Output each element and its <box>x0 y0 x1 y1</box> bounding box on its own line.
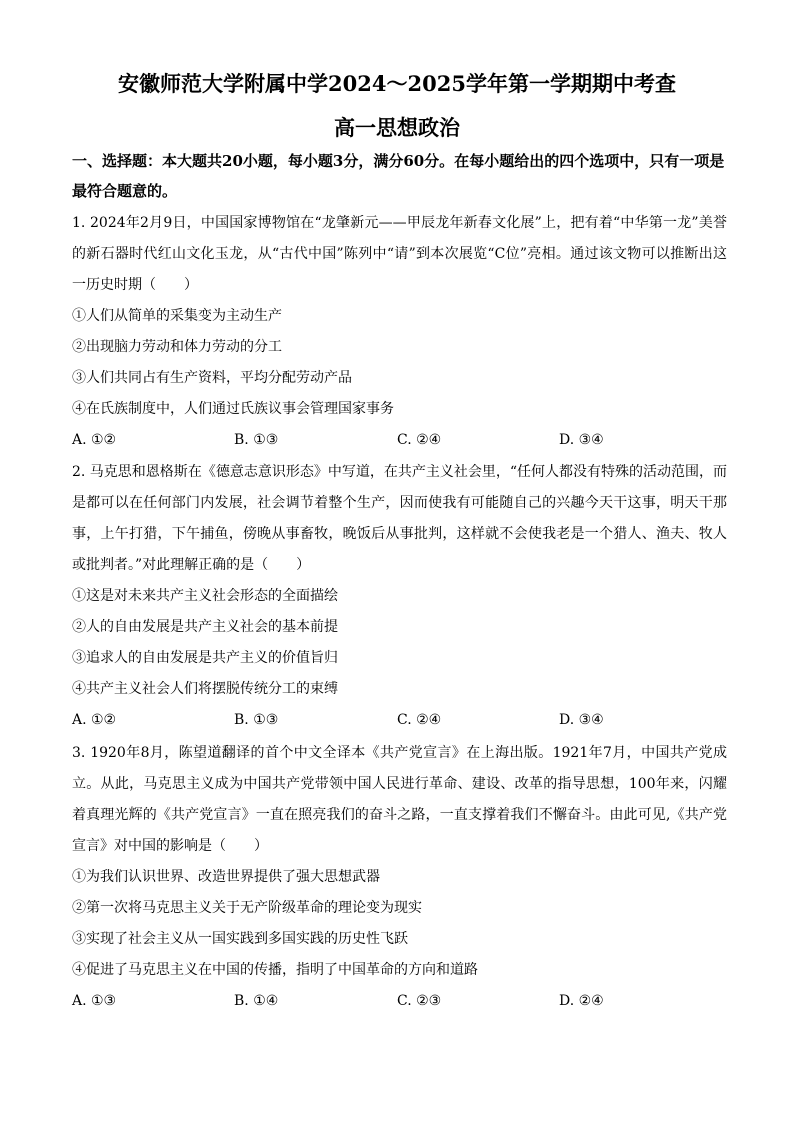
question-3-statement-3: ③实现了社会主义从一国实践到多国实践的历史性飞跃 <box>72 931 408 947</box>
question-1-choice-c: C. ②④ <box>397 432 442 448</box>
question-3-choice-c: C. ②③ <box>397 993 442 1009</box>
question-3-choice-a: A. ①③ <box>72 993 117 1009</box>
question-3-stem: 3. 1920年8月，陈望道翻译的首个中文全译本《共产党宣言》在上海出版。1921年7月，中国共产党成立。从此，马克思主义成为中国共产党带领中国人民进行革命、建设、改革的指导思想，100年来，闪耀着真理光辉的《共产党宣言》一直在照亮我们的奋斗之路，一直支撑着我们不懈奋斗。由此可见,《共产党宣言》对中国的影响是（ ） <box>72 745 727 854</box>
question-2-statement-2: ②人的自由发展是共产主义社会的基本前提 <box>72 619 338 635</box>
question-3-statement-1: ①为我们认识世界、改造世界提供了强大思想武器 <box>72 869 380 885</box>
question-3-choice-b: B. ①④ <box>234 993 279 1009</box>
question-1-choices <box>72 425 727 456</box>
question-3-choices <box>72 986 727 1017</box>
question-2-stem: 2. 马克思和恩格斯在《德意志意识形态》中写道，在共产主义社会里，“任何人都没有特殊的活动范围，而是都可以在任何部门内发展，社会调节着整个生产，因而使我有可能随自己的兴趣今天干这事，明天干那事，上午打猎，下午捕鱼，傍晚从事畜牧，晚饭后从事批判，这样就不会使我老是一个猎人、渔夫、牧人或批判者。”对此理解正确的是（ ） <box>72 464 727 573</box>
question-1-choice-b: B. ①③ <box>234 432 279 448</box>
question-1 <box>72 208 727 456</box>
question-1-statement-2: ②出现脑力劳动和体力劳动的分工 <box>72 339 282 355</box>
question-2-choice-d: D. ③④ <box>559 712 604 728</box>
section-heading: 一、选择题：本大题共20小题，每小题3分，满分60分。在每小题给出的四个选项中，只有一项是最符合题意的。 <box>72 152 725 200</box>
question-2-choice-c: C. ②④ <box>397 712 442 728</box>
question-1-choice-a: A. ①② <box>72 432 117 448</box>
question-1-statement-3: ③人们共同占有生产资料，平均分配劳动产品 <box>72 370 352 386</box>
question-2-statement-4: ④共产主义社会人们将摆脱传统分工的束缚 <box>72 681 338 697</box>
question-3-statement-2: ②第一次将马克思主义关于无产阶级革命的理论变为现实 <box>72 900 422 916</box>
question-2-choice-a: A. ①② <box>72 712 117 728</box>
question-2-statement-1: ①这是对未来共产主义社会形态的全面描绘 <box>72 588 338 604</box>
question-2-choices <box>72 705 727 736</box>
question-2 <box>72 457 727 736</box>
exam-title: 安徽师范大学附属中学2024～2025学年第一学期期中考查 <box>118 71 676 96</box>
question-2-choice-b: B. ①③ <box>234 712 279 728</box>
question-1-statement-4: ④在氏族制度中，人们通过氏族议事会管理国家事务 <box>72 401 394 417</box>
question-3-statement-4: ④促进了马克思主义在中国的传播，指明了中国革命的方向和道路 <box>72 962 478 978</box>
question-1-stem: 1. 2024年2月9日，中国国家博物馆在“龙肇新元——甲辰龙年新春文化展”上，把有着“中华第一龙”美誉的新石器时代红山文化玉龙，从“古代中国”陈列中“请”到本次展览“C位”亮相。通过该文物可以推断出这一历史时期（ ） <box>72 215 727 293</box>
exam-subject: 高一思想政治 <box>334 115 460 140</box>
question-1-choice-d: D. ③④ <box>559 432 604 448</box>
question-2-statement-3: ③追求人的自由发展是共产主义的价值旨归 <box>72 650 338 666</box>
question-3-choice-d: D. ②④ <box>559 993 604 1009</box>
question-1-statement-1: ①人们从简单的采集变为主动生产 <box>72 308 282 324</box>
question-3 <box>72 738 727 1017</box>
